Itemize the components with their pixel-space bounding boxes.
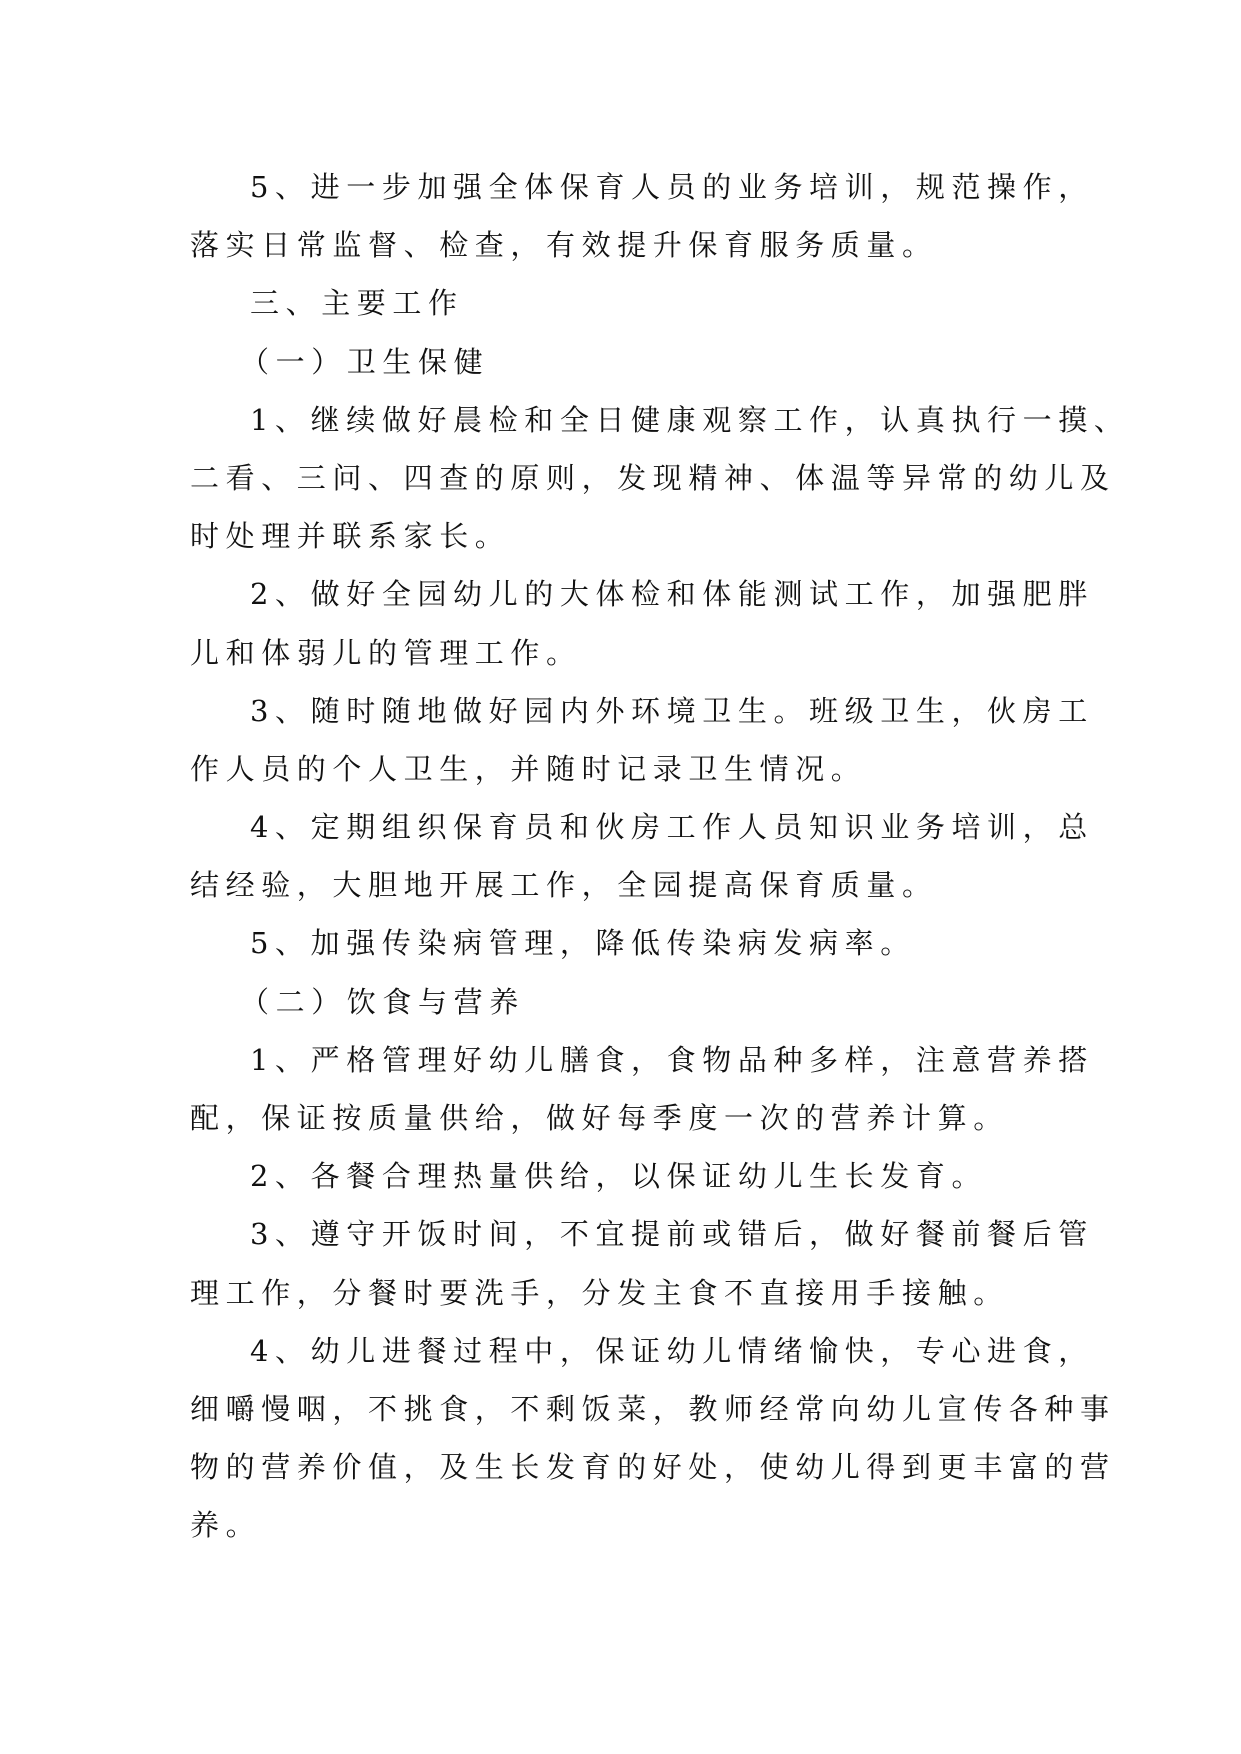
text-line: 细嚼慢咽，不挑食，不剩饭菜，教师经常向幼儿宣传各种事 (190, 1391, 1116, 1426)
text-line: 三、主要工作 (250, 286, 464, 321)
text-line: 理工作，分餐时要洗手，分发主食不直接用手接触。 (190, 1275, 1009, 1310)
text-line: 4、定期组织保育员和伙房工作人员知识业务培训，总 (250, 810, 1094, 845)
text-line: 配，保证按质量供给，做好每季度一次的营养计算。 (190, 1101, 1009, 1135)
text-line: 时处理并联系家长。 (190, 519, 511, 554)
text-line: 4、幼儿进餐过程中，保证幼儿情绪愉快，专心进食， (250, 1333, 1094, 1368)
text-line: 物的营养价值，及生长发育的好处，使幼儿得到更丰富的营 (190, 1450, 1116, 1485)
text-line: 养。 (190, 1508, 262, 1543)
text-line: 结经验，大胆地开展工作，全园提高保育质量。 (190, 868, 938, 903)
text-line: 2、各餐合理热量供给，以保证幼儿生长发育。 (250, 1159, 988, 1194)
text-line: 2、做好全园幼儿的大体检和体能测试工作，加强肥胖 (250, 577, 1094, 612)
text-line: 1、严格管理好幼儿膳食，食物品种多样，注意营养搭 (250, 1042, 1094, 1077)
text-line: 3、遵守开饭时间，不宜提前或错后，做好餐前餐后管 (250, 1217, 1094, 1252)
text-line: 3、随时随地做好园内外环境卫生。班级卫生，伙房工 (250, 693, 1094, 728)
text-line: 二看、三问、四查的原则，发现精神、体温等异常的幼儿及 (190, 460, 1116, 495)
text-line: 5、进一步加强全体保育人员的业务培训，规范操作， (250, 170, 1094, 204)
section-subheading: （一）卫生保健 (240, 344, 490, 379)
text-line: 落实日常监督、检查，有效提升保育服务质量。 (190, 228, 938, 263)
text-line: 5、加强传染病管理，降低传染病发病率。 (250, 926, 916, 961)
section-subheading: （二）饮食与营养 (240, 984, 525, 1019)
document-body (190, 158, 1130, 1555)
text-line: 1、继续做好晨检和全日健康观察工作，认真执行一摸、 (250, 402, 1130, 437)
text-line: 儿和体弱儿的管理工作。 (190, 635, 582, 670)
text-line: 作人员的个人卫生，并随时记录卫生情况。 (190, 751, 867, 786)
